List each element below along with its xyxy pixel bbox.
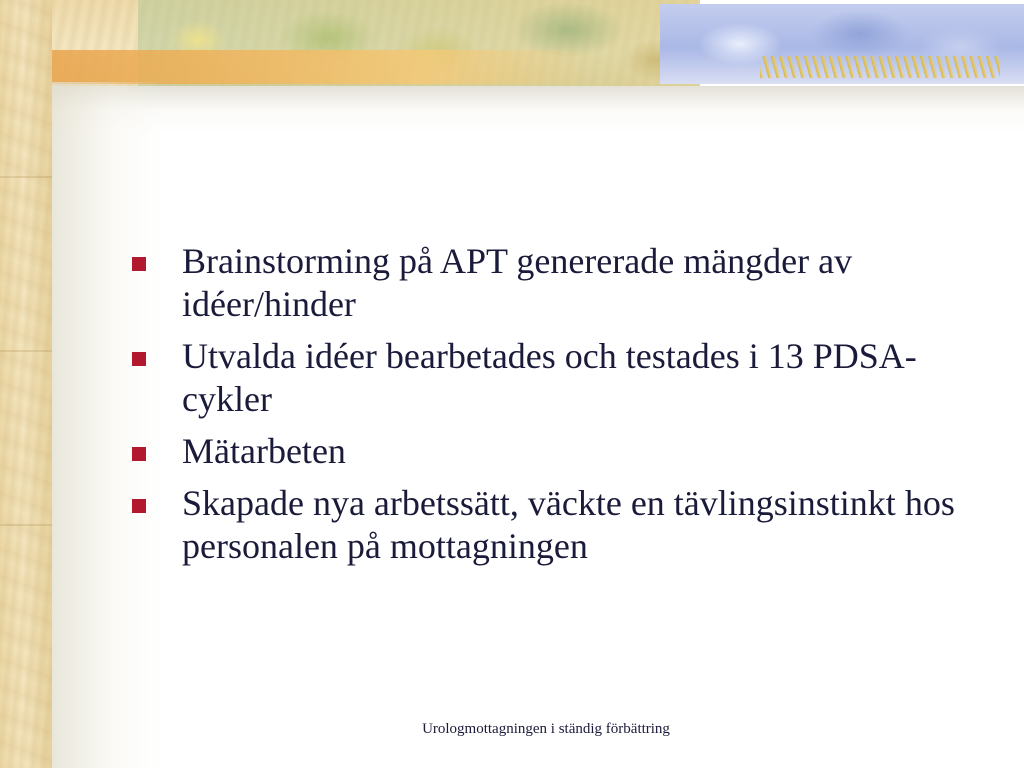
decorative-banner [0, 0, 1024, 90]
square-bullet-icon [132, 257, 146, 271]
bullet-text: Utvalda idéer bearbetades och testades i 13 PDSA-cykler [182, 336, 917, 419]
bullet-item [128, 430, 988, 473]
bullet-text: Skapade nya arbetssätt, väckte en tävlingsinstinkt hos personalen på mottagningen [182, 483, 955, 566]
bullet-item [128, 335, 988, 421]
banner-orange-stripe [34, 50, 594, 84]
square-bullet-icon [132, 352, 146, 366]
bullet-item [128, 240, 988, 326]
strip-seam [0, 524, 52, 526]
strip-seam [0, 350, 52, 352]
banner-shadow [52, 86, 1024, 134]
slide-footer: Urologmottagningen i ständig förbättring [422, 721, 670, 737]
strip-seam [0, 176, 52, 178]
bullet-item [128, 482, 988, 568]
square-bullet-icon [132, 447, 146, 461]
banner-grass-image [760, 56, 1000, 78]
left-parchment-strip [0, 0, 52, 768]
bullet-text: Mätarbeten [182, 431, 346, 471]
bullet-text: Brainstorming på APT genererade mängder av idéer/hinder [182, 241, 853, 324]
bullet-list [128, 240, 988, 577]
square-bullet-icon [132, 499, 146, 513]
